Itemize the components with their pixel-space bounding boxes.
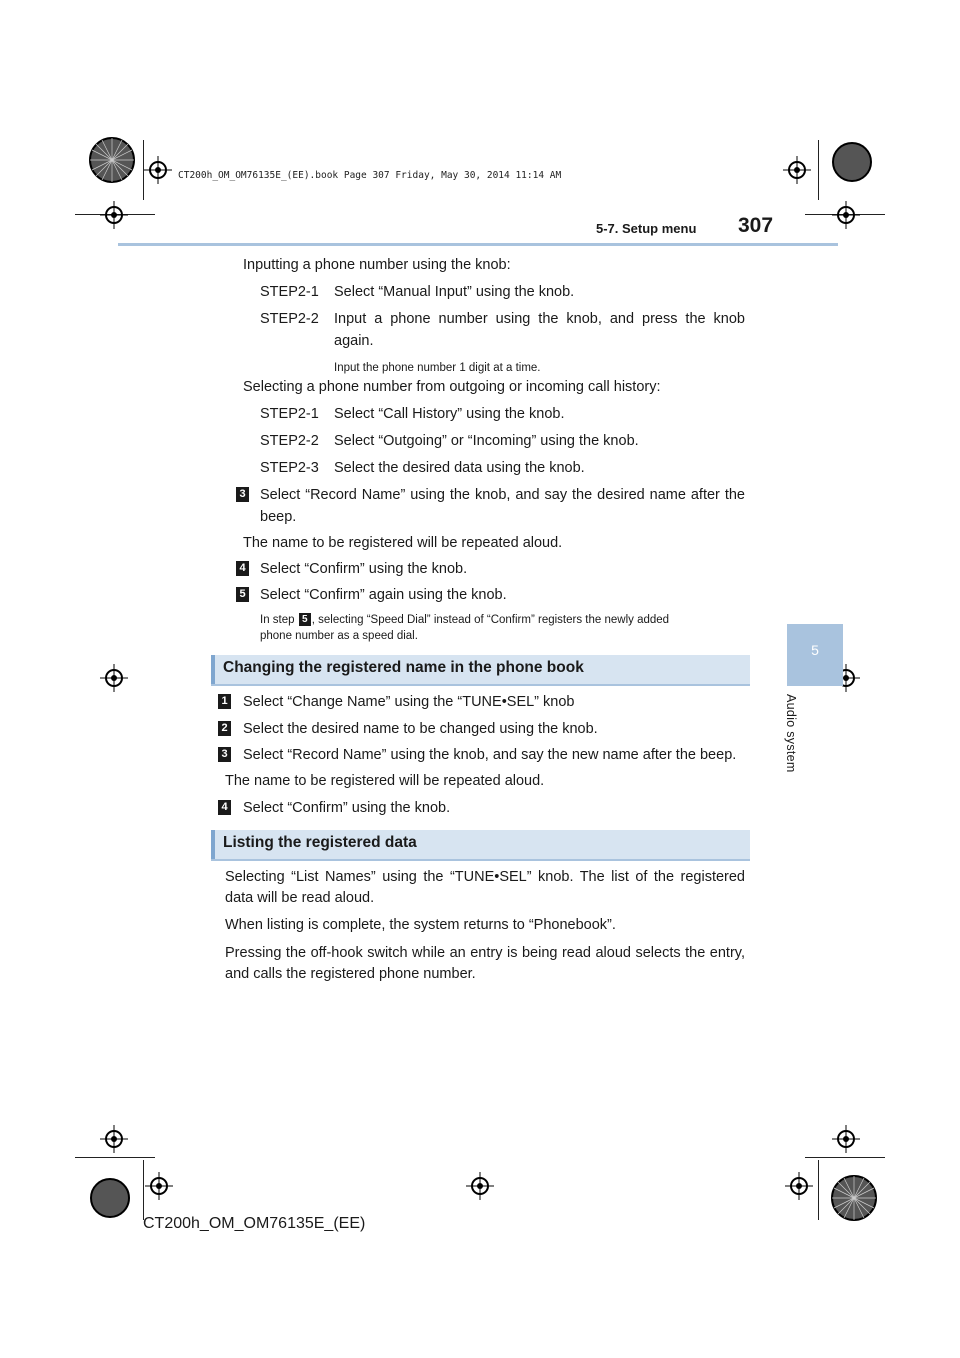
step-number-badge: 2 [218, 721, 231, 736]
crosshair-icon [144, 156, 172, 184]
document-code: CT200h_OM_OM76135E_(EE) [143, 1215, 366, 1232]
section-heading-text: Listing the registered data [223, 834, 417, 851]
step-text: Select “Record Name” using the knob, and say the desired name after the [260, 487, 745, 503]
step-label: STEP2-2 [260, 311, 319, 327]
listing-paragraph: When listing is complete, the system returns to “Phonebook”. [225, 917, 616, 933]
step-reference-badge: 5 [299, 613, 311, 626]
step-number-badge: 3 [236, 487, 249, 502]
crosshair-icon [100, 201, 128, 229]
knob-intro: Inputting a phone number using the knob: [243, 257, 511, 273]
header-rule [118, 243, 838, 246]
chapter-number: 5 [811, 642, 819, 658]
step-text: Select “Change Name” using the “TUNE•SEL” knob [243, 694, 575, 710]
registration-target-top-left [88, 136, 136, 184]
chapter-tab [787, 624, 843, 686]
crosshair-icon [100, 664, 128, 692]
step-text: Input a phone number using the knob, and press the knob [334, 311, 745, 327]
section-heading-change-name [211, 655, 750, 684]
crosshair-icon [785, 1172, 813, 1200]
crosshair-icon [832, 201, 860, 229]
book-reference: CT200h_OM_OM76135E_(EE).book Page 307 Friday, May 30, 2014 11:14 AM [178, 170, 562, 181]
section-heading-text: Changing the registered name in the phone book [223, 659, 584, 676]
step-text: Select “Record Name” using the knob, and say the new name after the beep. [243, 747, 737, 763]
section-title: 5-7. Setup menu [596, 221, 697, 236]
step-text: Select the desired data using the knob. [334, 460, 585, 476]
chapter-label [784, 694, 804, 784]
step-number-badge: 4 [236, 561, 249, 576]
crosshair-icon [466, 1172, 494, 1200]
step-text: Select “Manual Input” using the knob. [334, 284, 575, 300]
registration-circle-bottom-left [90, 1178, 130, 1218]
step-number-badge: 5 [236, 587, 249, 602]
step-number-badge: 1 [218, 694, 231, 709]
speed-dial-note-continued: phone number as a speed dial. [260, 630, 418, 642]
step-label: STEP2-1 [260, 406, 319, 422]
page-number: 307 [738, 214, 774, 237]
registration-circle-top-right [832, 142, 872, 182]
history-intro: Selecting a phone number from outgoing or incoming call history: [243, 379, 661, 395]
step-text: Select “Confirm” again using the knob. [260, 587, 507, 603]
note-suffix: , selecting “Speed Dial” instead of “Confirm” registers the newly added [311, 614, 670, 626]
step-note: The name to be registered will be repeated aloud. [225, 773, 545, 789]
section-heading-listing [211, 830, 750, 859]
note-prefix: In step [260, 614, 295, 626]
step-number-badge: 4 [218, 800, 231, 815]
step-label: STEP2-3 [260, 460, 319, 476]
crosshair-icon [783, 156, 811, 184]
chapter-label-text: Audio system [784, 694, 798, 773]
step-text: Select the desired name to be changed using the knob. [243, 721, 598, 737]
crosshair-icon [832, 1125, 860, 1153]
registration-target-bottom-right [830, 1174, 878, 1222]
step-text: Select “Call History” using the knob. [334, 406, 565, 422]
step-text-continued: again. [334, 333, 374, 349]
listing-paragraph: Pressing the off-hook switch while an entry is being read aloud selects the entry, and calls the registered phone number. [225, 945, 745, 982]
listing-paragraph: Selecting “List Names” using the “TUNE•SEL” knob. The list of the registered data will be read aloud. [225, 869, 745, 906]
crosshair-icon [100, 1125, 128, 1153]
step-label: STEP2-1 [260, 284, 319, 300]
speed-dial-note [260, 613, 669, 628]
step-note: The name to be registered will be repeated aloud. [243, 535, 563, 551]
step-text: Select “Outgoing” or “Incoming” using the knob. [334, 433, 639, 449]
step-text-continued: beep. [260, 509, 297, 525]
step-number-badge: 3 [218, 747, 231, 762]
crosshair-icon [145, 1172, 173, 1200]
step-text: Select “Confirm” using the knob. [243, 800, 451, 816]
step-text: Select “Confirm” using the knob. [260, 561, 468, 577]
step-note: Input the phone number 1 digit at a time. [334, 362, 541, 374]
step-label: STEP2-2 [260, 433, 319, 449]
